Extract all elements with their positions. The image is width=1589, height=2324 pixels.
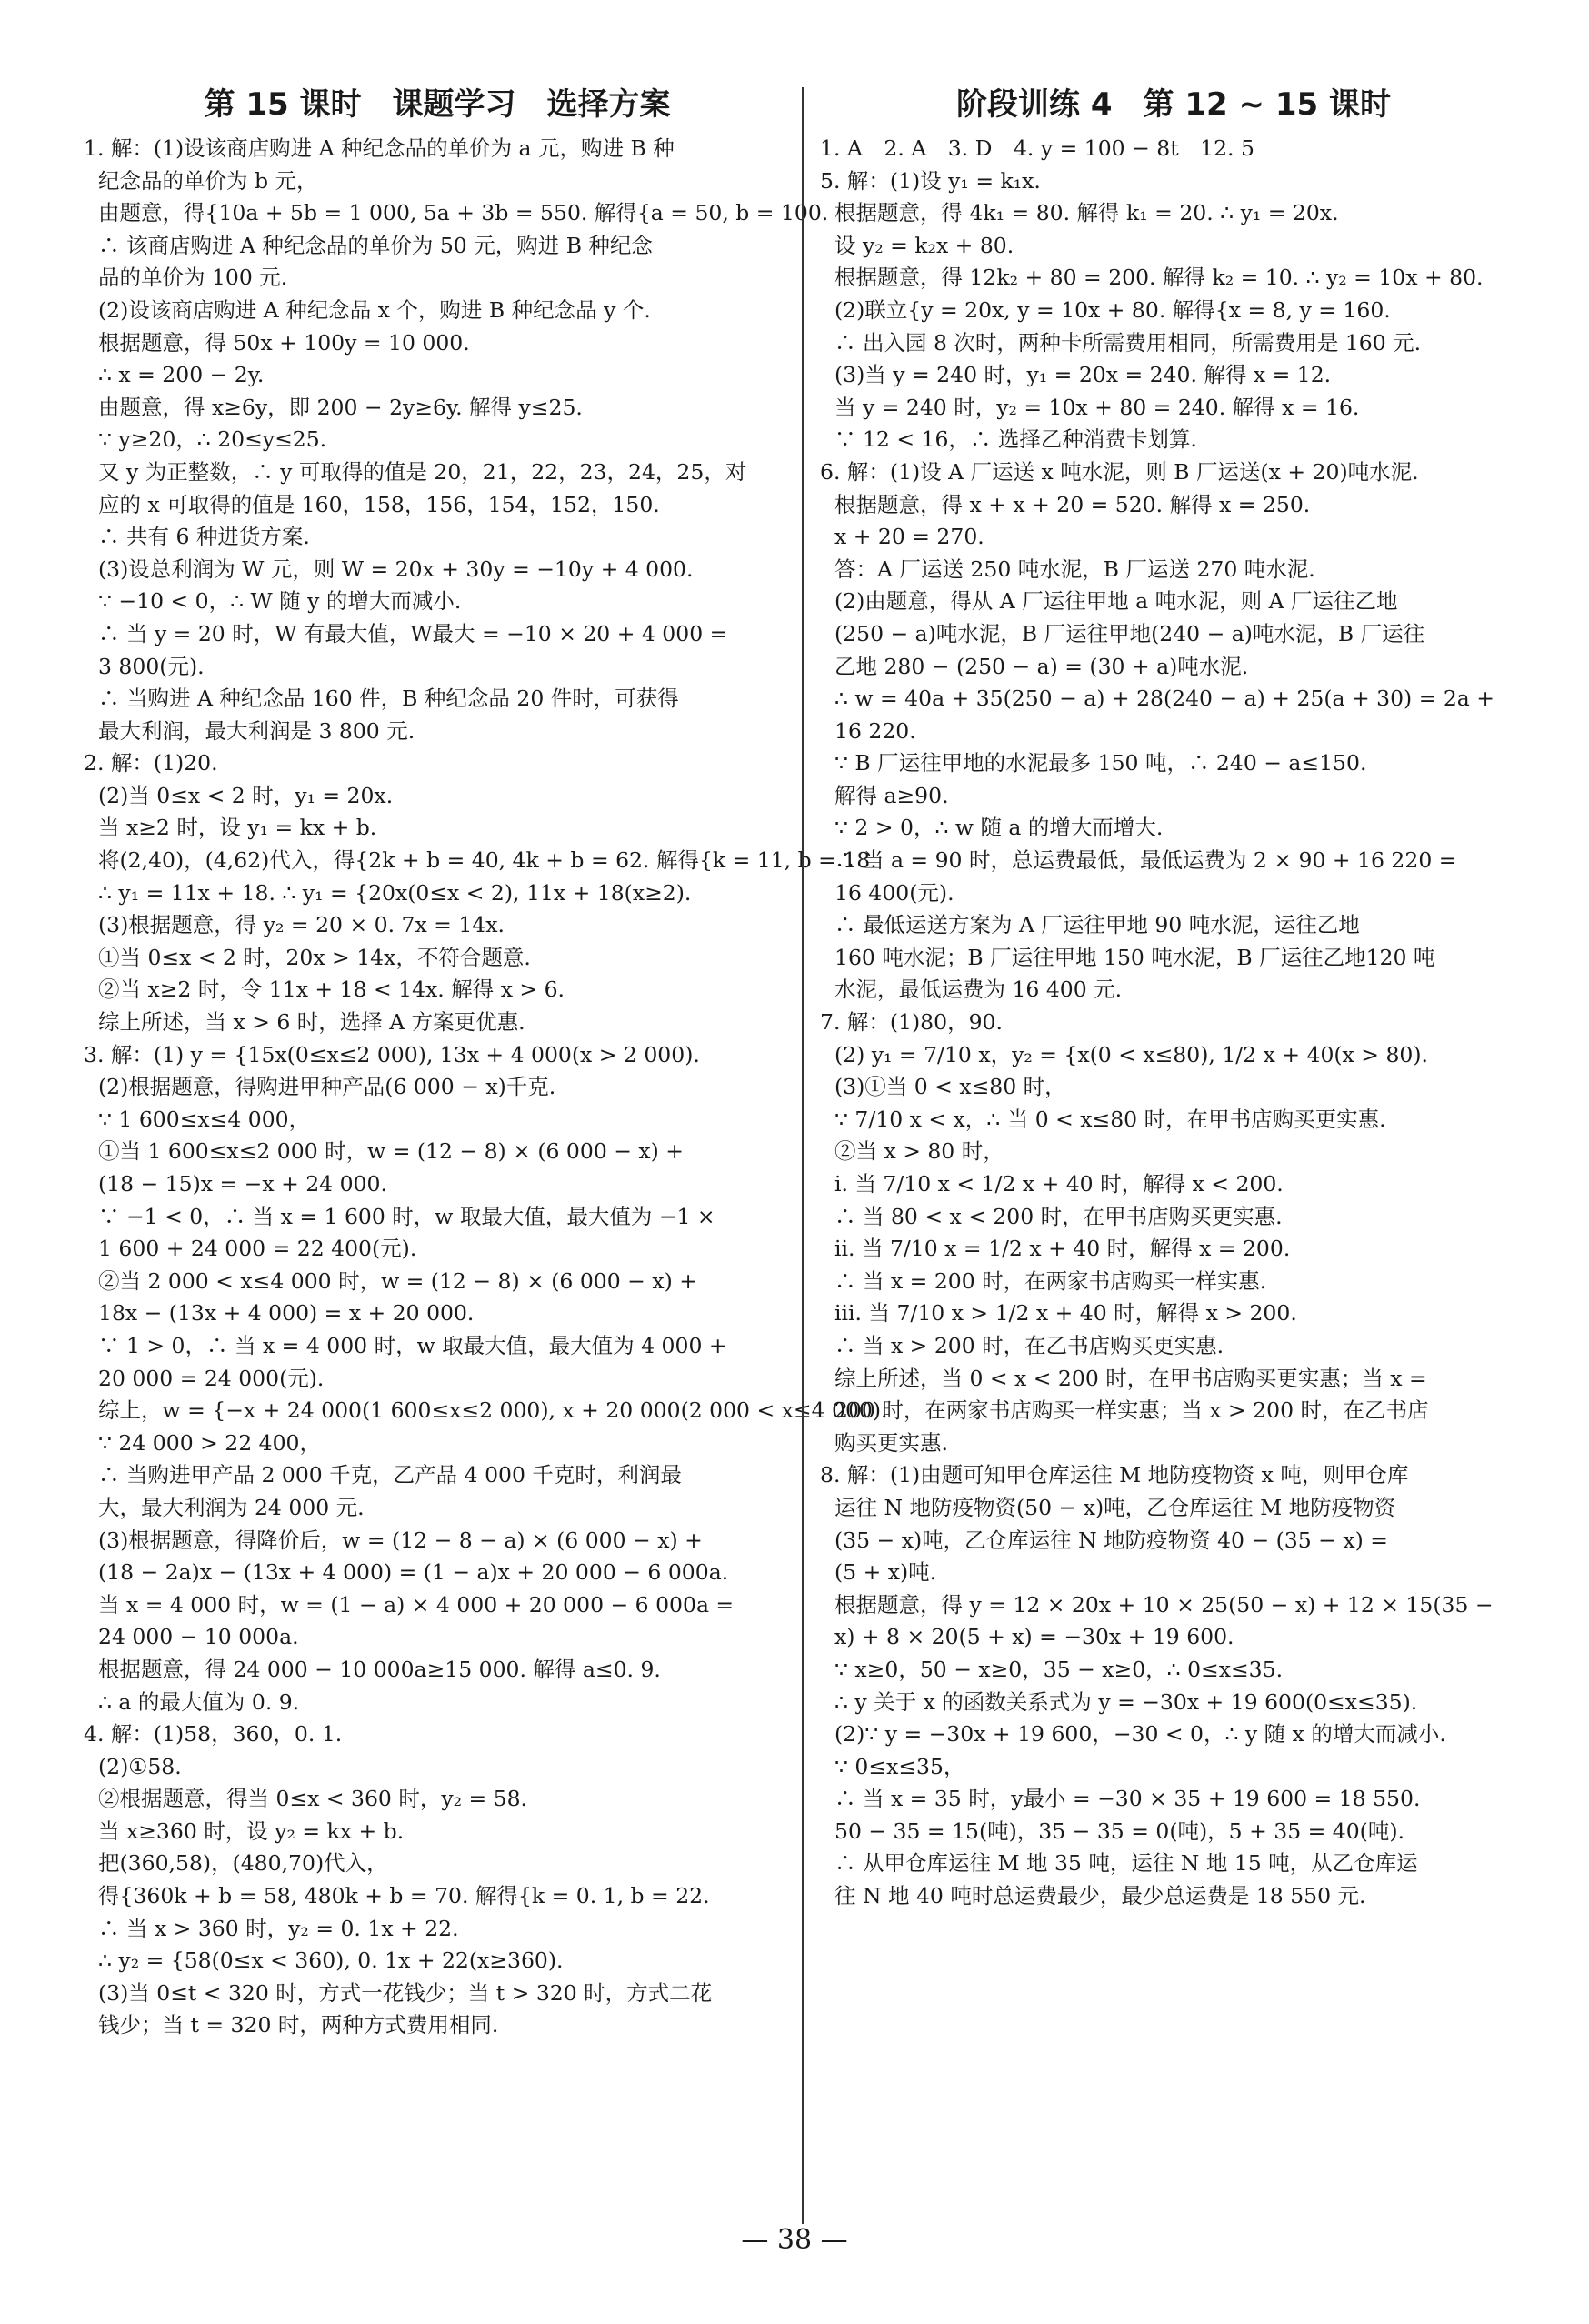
answer-line: ∴ 该商店购进 A 种纪念品的单价为 50 元，购进 B 种纪念: [98, 232, 653, 258]
answer-line: 3. 解：(1) y = {15x(0≤x≤2 000), 13x + 4 000(x > 2 000).: [84, 1041, 700, 1067]
answer-line: 2. 解：(1)20.: [84, 750, 218, 776]
answer-line: (35 − x)吨，乙仓库运往 N 地防疫物资 40 − (35 − x) =: [834, 1527, 1388, 1553]
answer-line: ii. 当 7/10 x = 1/2 x + 40 时，解得 x = 200.: [834, 1236, 1291, 1262]
answer-line: 乙地 280 − (250 − a) = (30 + a)吨水泥.: [834, 653, 1249, 679]
answer-line: 5. 解：(1)设 y₁ = k₁x.: [820, 167, 1041, 194]
answer-line: ∴ 出入园 8 次时，两种卡所需费用相同，所需费用是 160 元.: [834, 329, 1422, 356]
left-column-title: 第 15 课时 课题学习 选择方案: [204, 86, 671, 123]
page-number: — 38 —: [741, 2224, 848, 2256]
answer-line: (2)①58.: [98, 1753, 182, 1779]
answer-line: iii. 当 7/10 x > 1/2 x + 40 时，解得 x > 200.: [834, 1300, 1297, 1327]
answer-line: (2) y₁ = 7/10 x，y₂ = {x(0 < x≤80), 1/2 x + 40(x > 80).: [834, 1041, 1428, 1067]
answer-line: ∴ 最低运送方案为 A 厂运往甲地 90 吨水泥，运往乙地: [834, 912, 1360, 938]
answer-line: 综上，w = {−x + 24 000(1 600≤x≤2 000), x + 20 000(2 000 < x≤4 000).: [98, 1397, 888, 1424]
answer-line: (18 − 15)x = −x + 24 000.: [98, 1171, 387, 1197]
answer-line: 50 − 35 = 15(吨)，35 − 35 = 0(吨)，5 + 35 = 40(吨).: [834, 1818, 1404, 1844]
answer-line: 根据题意，得 12k₂ + 80 = 200. 解得 k₂ = 10. ∴ y₂ = 10x + 80.: [834, 265, 1484, 291]
answer-line: ∵ 2 > 0，∴ w 随 a 的增大而增大.: [834, 815, 1164, 841]
answer-line: x) + 8 × 20(5 + x) = −30x + 19 600.: [834, 1624, 1234, 1650]
answer-line: i. 当 7/10 x < 1/2 x + 40 时，解得 x < 200.: [834, 1171, 1284, 1197]
answer-line: ∴ 当 x > 200 时，在乙书店购买更实惠.: [834, 1332, 1224, 1358]
answer-line: (3)当 0≤t < 320 时，方式一花钱少；当 t > 320 时，方式二花: [98, 1979, 713, 2006]
answer-line: 综上所述，当 x > 6 时，选择 A 方案更优惠.: [98, 1009, 525, 1036]
answer-line: (2)当 0≤x < 2 时，y₁ = 20x.: [98, 782, 394, 808]
answer-line: 把(360,58)，(480,70)代入，: [98, 1850, 388, 1877]
answer-line: ∵ 1 600≤x≤4 000，: [98, 1106, 311, 1132]
answer-line: ②当 x≥2 时，令 11x + 18 < 14x. 解得 x > 6.: [98, 977, 565, 1003]
answer-line: 1. 解：(1)设该商店购进 A 种纪念品的单价为 a 元，购进 B 种: [84, 135, 675, 161]
answer-line: ②根据题意，得当 0≤x < 360 时，y₂ = 58.: [98, 1786, 528, 1812]
answer-line: ∵ 7/10 x < x，∴ 当 0 < x≤80 时，在甲书店购买更实惠.: [834, 1106, 1386, 1132]
answer-line: (250 − a)吨水泥，B 厂运往甲地(240 − a)吨水泥，B 厂运往: [834, 620, 1425, 646]
answer-line: (3)①当 0 < x≤80 时，: [834, 1074, 1066, 1100]
answer-line: 根据题意，得 y = 12 × 20x + 10 × 25(50 − x) + 12 × 15(35 −: [834, 1591, 1494, 1618]
answer-line: 16 400(元).: [834, 879, 954, 906]
answer-line: 应的 x 可取得的值是 160，158，156，154，152，150.: [98, 491, 660, 517]
answer-line: ②当 2 000 < x≤4 000 时，w = (12 − 8) × (6 000 − x) +: [98, 1267, 697, 1294]
answer-line: ∴ 从甲仓库运往 M 地 35 吨，运往 N 地 15 吨，从乙仓库运: [834, 1850, 1418, 1877]
answer-line: (18 − 2a)x − (13x + 4 000) = (1 − a)x + 20 000 − 6 000a.: [98, 1559, 729, 1586]
answer-line: 18x − (13x + 4 000) = x + 20 000.: [98, 1300, 475, 1327]
answer-line: (5 + x)吨.: [834, 1559, 937, 1586]
answer-line: ∴ 当 y = 20 时，W 有最大值，W最大 = −10 × 20 + 4 000 =: [98, 620, 728, 646]
answer-line: (3)当 y = 240 时，y₁ = 20x = 240. 解得 x = 12.: [834, 362, 1332, 388]
answer-line: (2)根据题意，得购进甲种产品(6 000 − x)千克.: [98, 1074, 556, 1100]
answer-line: 又 y 为正整数，∴ y 可取得的值是 20，21，22，23，24，25，对: [98, 458, 747, 485]
answer-line: 运往 N 地防疫物资(50 − x)吨，乙仓库运往 M 地防疫物资: [834, 1494, 1396, 1520]
answer-line: 7. 解：(1)80，90.: [820, 1009, 1003, 1036]
answer-line: 综上所述，当 0 < x < 200 时，在甲书店购买更实惠；当 x =: [834, 1365, 1427, 1391]
answer-line: ∴ 当 x = 200 时，在两家书店购买一样实惠.: [834, 1267, 1267, 1294]
answer-line: 8. 解：(1)由题可知甲仓库运往 M 地防疫物资 x 吨，则甲仓库: [820, 1462, 1409, 1488]
answer-line: 由题意，得 x≥6y，即 200 − 2y≥6y. 解得 y≤25.: [98, 394, 583, 420]
answer-line: 答：A 厂运送 250 吨水泥，B 厂运送 270 吨水泥.: [834, 556, 1315, 582]
answer-line: 24 000 − 10 000a.: [98, 1624, 299, 1650]
answer-line: 160 吨水泥；B 厂运往甲地 150 吨水泥，B 厂运往乙地120 吨: [834, 944, 1435, 970]
answer-line: 往 N 地 40 吨时总运费最少，最少总运费是 18 550 元.: [834, 1883, 1366, 1909]
answer-line: (3)根据题意，得降价后，w = (12 − 8 − a) × (6 000 − x) +: [98, 1527, 703, 1553]
answer-line: ∴ 共有 6 种进货方案.: [98, 524, 310, 550]
answer-line: 最大利润，最大利润是 3 800 元.: [98, 717, 415, 744]
answer-line: ∵ x≥0，50 − x≥0，35 − x≥0，∴ 0≤x≤35.: [834, 1656, 1284, 1682]
answer-line: (2)联立{y = 20x, y = 10x + 80. 解得{x = 8, y = 160.: [834, 296, 1391, 323]
answer-line: 当 x≥360 时，设 y₂ = kx + b.: [98, 1818, 405, 1844]
answer-line: ∴ 当 x = 35 时，y最小 = −30 × 35 + 19 600 = 18 550.: [834, 1786, 1421, 1812]
answer-line: (3)根据题意，得 y₂ = 20 × 0. 7x = 14x.: [98, 912, 505, 938]
answer-line: ∵ y≥20，∴ 20≤y≤25.: [98, 426, 327, 453]
answer-line: ∴ y₁ = 11x + 18. ∴ y₁ = {20x(0≤x < 2), 11x + 18(x≥2).: [98, 879, 692, 906]
answer-line: ∵ −1 < 0，∴ 当 x = 1 600 时，w 取最大值，最大值为 −1 ×: [98, 1203, 715, 1229]
answer-line: 得{360k + b = 58, 480k + b = 70. 解得{k = 0. 1, b = 22.: [98, 1883, 710, 1909]
answer-line: (2)∵ y = −30x + 19 600，−30 < 0，∴ y 随 x 的增大而减小.: [834, 1721, 1446, 1748]
answer-line: (2)设该商店购进 A 种纪念品 x 个，购进 B 种纪念品 y 个.: [98, 296, 651, 323]
answer-line: ①当 0≤x < 2 时，20x > 14x，不符合题意.: [98, 944, 531, 970]
answer-line: (3)设总利润为 W 元，则 W = 20x + 30y = −10y + 4 000.: [98, 556, 694, 582]
answer-line: ∴ y 关于 x 的函数关系式为 y = −30x + 19 600(0≤x≤35).: [834, 1688, 1418, 1715]
answer-line: 当 x = 4 000 时，w = (1 − a) × 4 000 + 20 000 − 6 000a =: [98, 1591, 735, 1618]
answer-line: 1. A 2. A 3. D 4. y = 100 − 8t 12. 5: [820, 135, 1254, 161]
answer-line: 纪念品的单价为 b 元，: [98, 167, 318, 194]
answer-line: ∵ B 厂运往甲地的水泥最多 150 吨，∴ 240 − a≤150.: [834, 750, 1367, 776]
answer-line: 当 x≥2 时，设 y₁ = kx + b.: [98, 815, 377, 841]
answer-line: ∴ 当 a = 90 时，总运费最低，最低运费为 2 × 90 + 16 220 =: [834, 847, 1457, 874]
answer-line: ∵ 0≤x≤35，: [834, 1753, 965, 1779]
answer-line: 1 600 + 24 000 = 22 400(元).: [98, 1236, 417, 1262]
right-column-title: 阶段训练 4 第 12 ~ 15 课时: [956, 86, 1391, 123]
answer-line: 将(2,40)，(4,62)代入，得{2k + b = 40, 4k + b = 62. 解得{k = 11, b = 18.: [98, 847, 877, 874]
answer-line: ∴ w = 40a + 35(250 − a) + 28(240 − a) + 25(a + 30) = 2a +: [834, 686, 1494, 712]
answer-line: ∵ 24 000 > 22 400，: [98, 1429, 322, 1456]
answer-line: ②当 x > 80 时，: [834, 1138, 1004, 1165]
answer-line: ∴ 当 x > 360 时，y₂ = 0. 1x + 22.: [98, 1915, 459, 1941]
answer-line: 20 000 = 24 000(元).: [98, 1365, 325, 1391]
answer-line: 4. 解：(1)58，360，0. 1.: [84, 1721, 343, 1748]
answer-line: 16 220.: [834, 717, 916, 744]
right-column-lines: [820, 133, 1527, 1913]
answer-line: 当 y = 240 时，y₂ = 10x + 80 = 240. 解得 x = 16.: [834, 394, 1360, 420]
answer-line: 根据题意，得 x + x + 20 = 520. 解得 x = 250.: [834, 491, 1311, 517]
answer-line: ∵ 12 < 16，∴ 选择乙种消费卡划算.: [834, 426, 1197, 453]
answer-line: 根据题意，得 4k₁ = 80. 解得 k₁ = 20. ∴ y₁ = 20x.: [834, 200, 1339, 226]
answer-line: ∴ x = 200 − 2y.: [98, 362, 265, 388]
answer-line: ∵ −10 < 0，∴ W 随 y 的增大而减小.: [98, 588, 462, 615]
answer-line: 6. 解：(1)设 A 厂运送 x 吨水泥，则 B 厂运送(x + 20)吨水泥.: [820, 458, 1419, 485]
answer-line: ①当 1 600≤x≤2 000 时，w = (12 − 8) × (6 000 − x) +: [98, 1138, 684, 1165]
answer-line: (2)由题意，得从 A 厂运往甲地 a 吨水泥，则 A 厂运往乙地: [834, 588, 1398, 615]
answer-line: 解得 a≥90.: [834, 782, 949, 808]
answer-line: 品的单价为 100 元.: [98, 265, 288, 291]
answer-line: ∴ a 的最大值为 0. 9.: [98, 1688, 300, 1715]
answer-line: 水泥，最低运费为 16 400 元.: [834, 977, 1123, 1003]
right-column: [820, 82, 1527, 1913]
answer-line: 根据题意，得 50x + 100y = 10 000.: [98, 329, 470, 356]
answer-line: 钱少；当 t = 320 时，两种方式费用相同.: [98, 2012, 499, 2039]
answer-line: 200 时，在两家书店购买一样实惠；当 x > 200 时，在乙书店: [834, 1397, 1429, 1424]
answer-line: 设 y₂ = k₂x + 80.: [834, 232, 1014, 258]
answer-line: 3 800(元).: [98, 653, 205, 679]
answer-line: x + 20 = 270.: [834, 524, 984, 550]
answer-line: 大，最大利润为 24 000 元.: [98, 1494, 365, 1520]
answer-line: ∴ 当购进甲产品 2 000 千克，乙产品 4 000 千克时，利润最: [98, 1462, 682, 1488]
answer-line: ∴ y₂ = {58(0≤x < 360), 0. 1x + 22(x≥360).: [98, 1948, 564, 1974]
answer-line: ∵ 1 > 0，∴ 当 x = 4 000 时，w 取最大值，最大值为 4 000 +: [98, 1332, 727, 1358]
answer-line: 由题意，得{10a + 5b = 1 000, 5a + 3b = 550. 解得{a = 50, b = 100.: [98, 200, 829, 226]
answer-line: ∴ 当 80 < x < 200 时，在甲书店购买更实惠.: [834, 1203, 1283, 1229]
column-divider: [802, 87, 804, 2224]
answer-line: 根据题意，得 24 000 − 10 000a≥15 000. 解得 a≤0. 9.: [98, 1656, 661, 1682]
answer-line: 购买更实惠.: [834, 1429, 948, 1456]
answer-line: ∴ 当购进 A 种纪念品 160 件，B 种纪念品 20 件时，可获得: [98, 686, 679, 712]
